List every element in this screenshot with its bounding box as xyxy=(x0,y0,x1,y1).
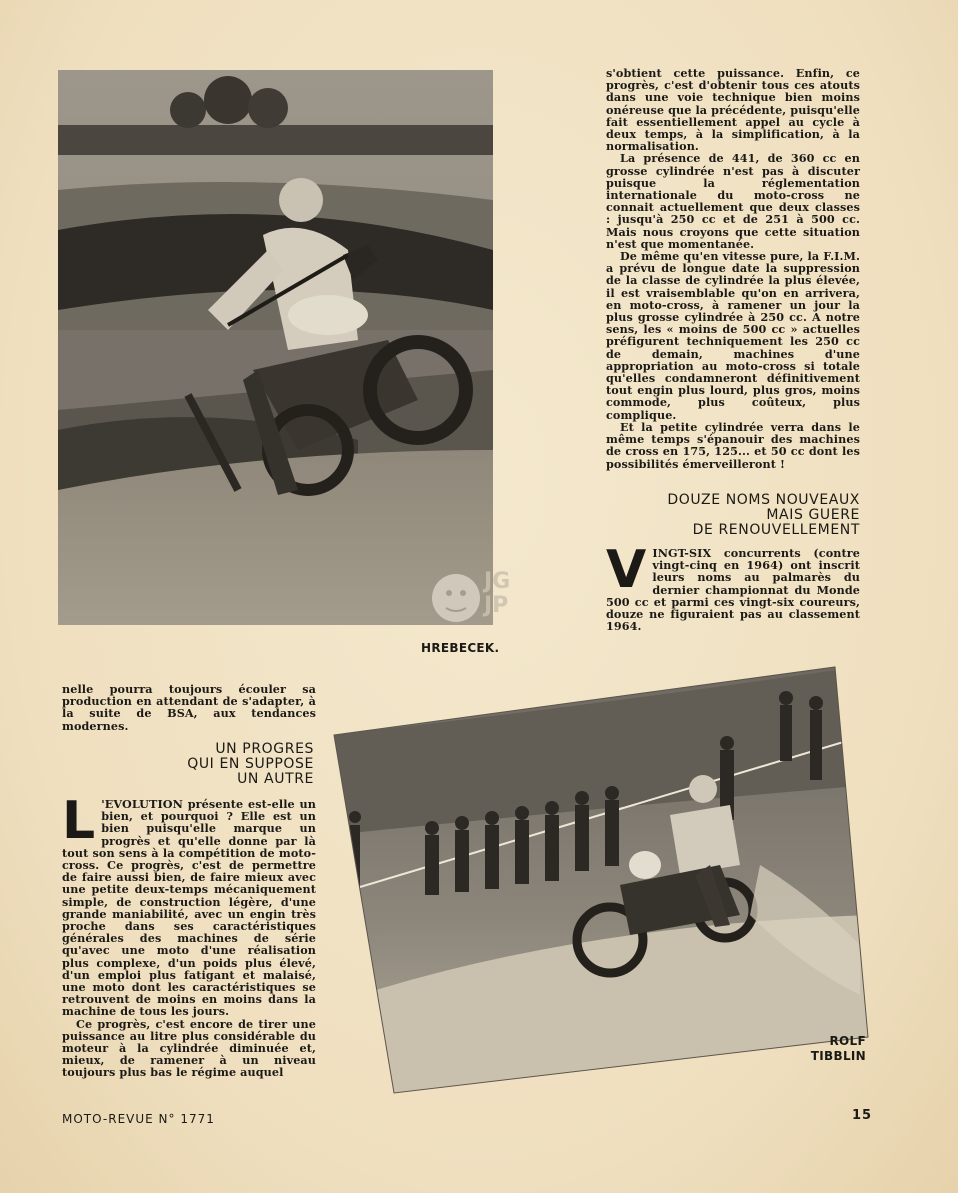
motocross-race-photo xyxy=(330,665,870,1095)
paragraph: La présence de 441, de 360 cc en grosse cylindrée n'est pas à discuter puisque la réglementation internationale du moto-cross ne connait actuellement que deux classes : jusqu'à 250 cc et de 251 à 500 cc. Mais nous croyons que cette situation n'est que momentanée. xyxy=(606,151,860,251)
dropcap-v: V xyxy=(606,540,647,600)
section-douze-noms-text: V INGT-SIX concurrents (contre vingt-cinq en 1964) ont inscrit leurs noms au palmarès du dernier championnat du Monde 500 cc et parmi ces vingt-six coureurs, douze ne figuraient pas au classement 1964. xyxy=(606,540,860,634)
section-heading-douze-noms: DOUZE NOMS NOUVEAUX MAIS GUERE DE RENOUVELLEMENT xyxy=(667,492,860,538)
caption-hrebecek: HREBECEK. xyxy=(421,641,500,655)
paragraph: De même qu'en vitesse pure, la F.I.M. a prévu de longue date la suppression de la classe de cylindrée la plus élevée, il est vraisemblable qu'on en arrivera, en moto-cross, à ramener un jour la plus grosse cylindrée à 250 cc. A notre sens, les « moins de 500 cc » actuelles préfigurent techniquement les 250 cc de demain, machines d'une appropriation au moto-cross si totale qu'elles condamneront définitivement tout engin plus lourd, plus gros, moins commode, plus coûteux, plus complique. xyxy=(606,249,860,422)
left-column-intro: nelle pourra toujours écouler sa production en attendant de s'adapter, à la suite de BSA, aux tendances modernes. xyxy=(62,682,316,733)
right-column-text xyxy=(606,67,860,470)
photo-hrebecek xyxy=(58,70,493,625)
photo-tibblin xyxy=(330,665,870,1095)
paragraph: Et la petite cylindrée verra dans le même temps s'épanouir des machines de cross en 175, 125... et 50 cc dont les possibilités émerveilleront ! xyxy=(606,419,860,471)
section-heading-un-progres: UN PROGRES QUI EN SUPPOSE UN AUTRE xyxy=(187,741,314,787)
dropcap-l: L xyxy=(62,791,96,851)
watermark-logo xyxy=(432,560,532,630)
footer-magazine: MOTO-REVUE N° 1771 xyxy=(62,1112,215,1126)
watermark-text: JG JP xyxy=(484,569,511,618)
left-column-text: L 'EVOLUTION présente est-elle un bien, et pourquoi ? Elle est un bien puisqu'elle marque un progrès et qu'elle donne par là tout son sens à la compétition de moto-cross. Ce progrès, c'est de permettre de faire aussi bien, de faire mieux avec une petite deux-temps mécaniquement simple, de construction légère, d'une grande maniabilité, avec un engin très proche dans ses caractéristiques générales des machines de série qu'avec une moto d'une réalisation plus complexe, d'un poids plus élevé, d'un emploi plus fatigant et malaisé, une moto dont les caractéristiques se retrouvent de moins en moins dans la machine de tous les jours. Ce progrès, c'est encore de tirer une puissance au litre plus considérable du moteur à la cylindrée diminuée et, mieux, de ramener à un niveau toujours plus bas le régime auquel xyxy=(62,791,316,1080)
motocross-rider-photo xyxy=(58,70,493,625)
caption-tibblin: ROLF TIBBLIN xyxy=(810,1034,866,1063)
paragraph: s'obtient cette puissance. Enfin, ce progrès, c'est d'obtenir tous ces atouts dans une voie technique bien moins onéreuse que la précédente, puisqu'elle fait essentiellement appel au cycle à deux temps, à la simplification, à la normalisation. xyxy=(606,66,860,154)
page-number: 15 xyxy=(852,1108,873,1123)
